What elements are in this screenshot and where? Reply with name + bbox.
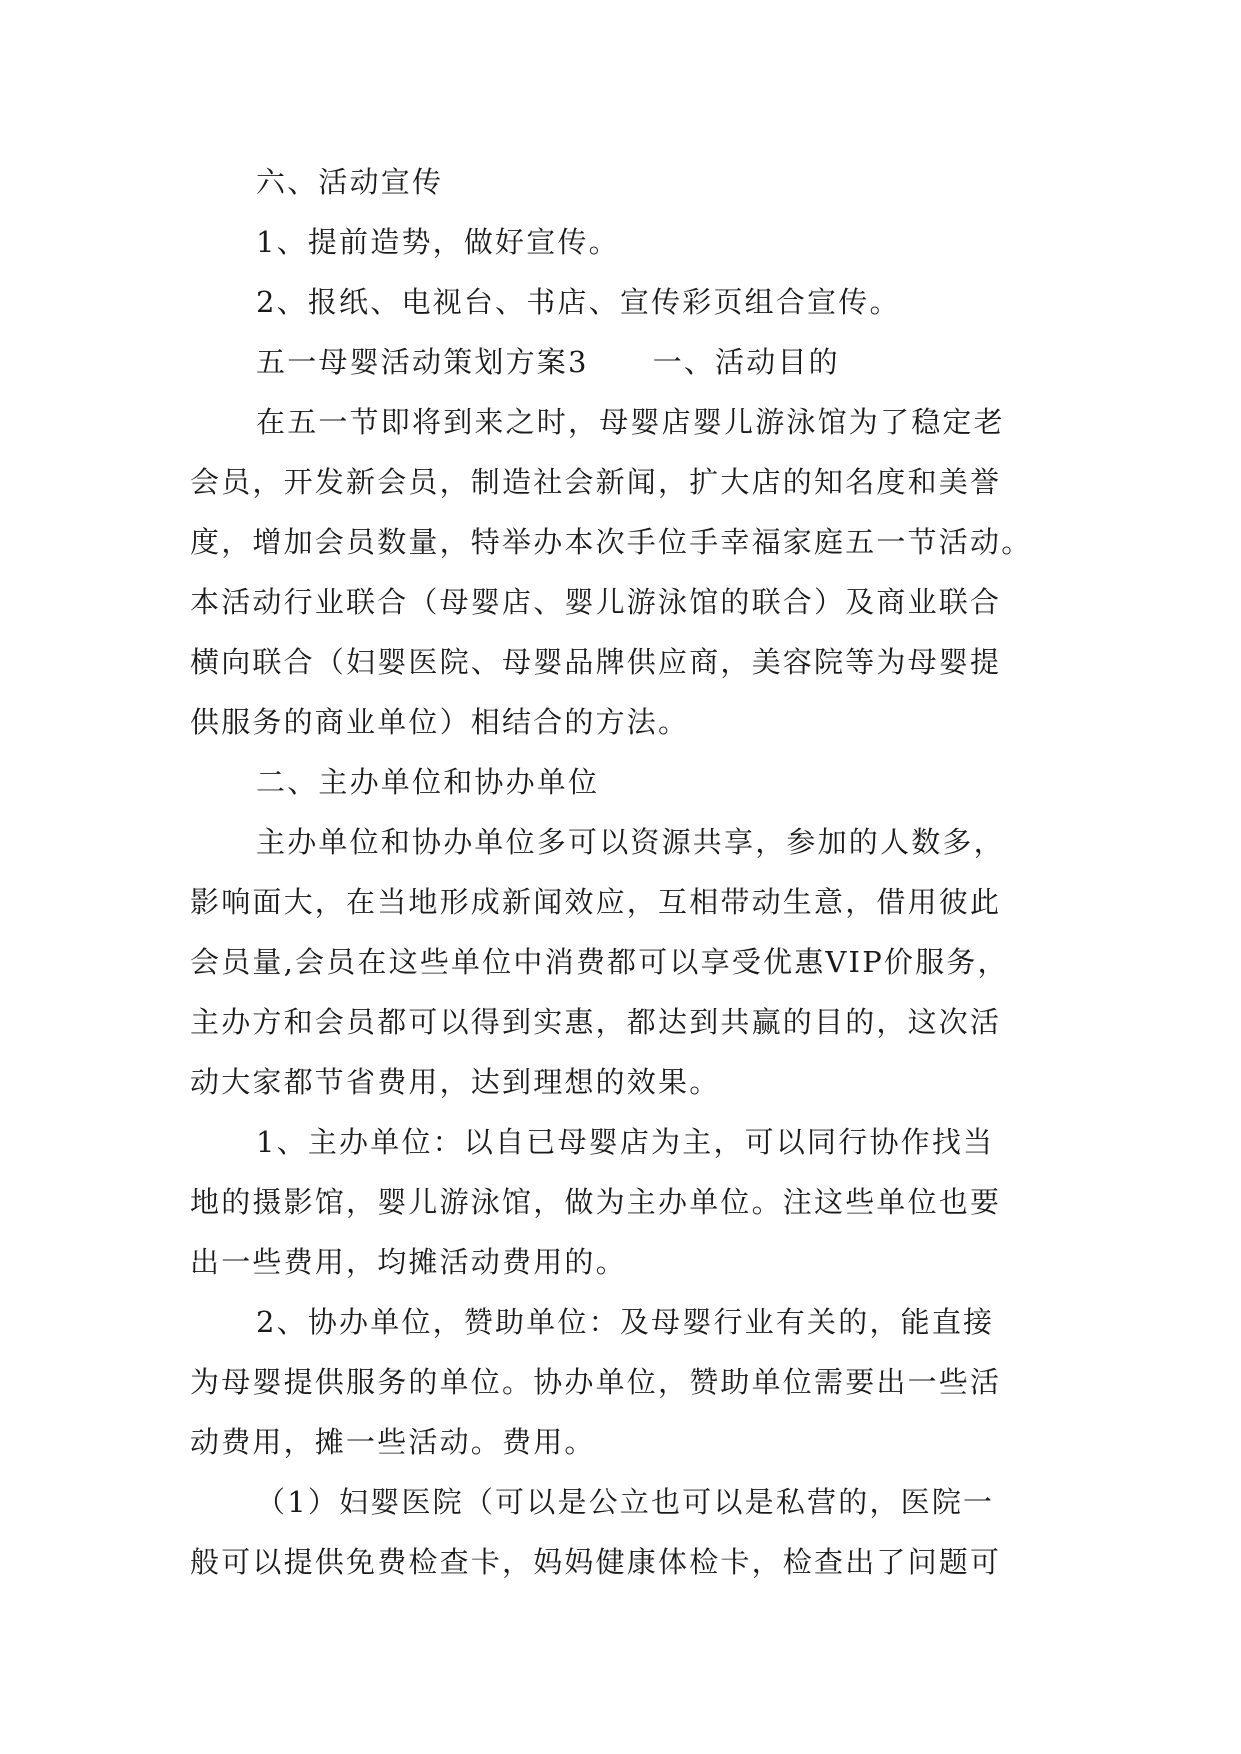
paragraph-line: 会员量,会员在这些单位中消费都可以享受优惠VIP价服务，	[190, 945, 1009, 979]
paragraph-line: 影响面大，在当地形成新闻效应，互相带动生意，借用彼此	[190, 885, 1002, 919]
paragraph-line: 供服务的商业单位）相结合的方法。	[190, 705, 690, 739]
paragraph-line: 2、协办单位，赞助单位：及母婴行业有关的，能直接	[256, 1305, 995, 1339]
section-heading: 一、活动目的	[652, 345, 840, 379]
paragraph-line: 动费用，摊一些活动。费用。	[190, 1425, 596, 1459]
section-heading: 二、主办单位和协办单位	[256, 765, 600, 799]
paragraph-line: 主办方和会员都可以得到实惠，都达到共赢的目的，这次活	[190, 1005, 1002, 1039]
plan-title-line	[190, 332, 1052, 392]
paragraph-line: 1、提前造势，做好宣传。	[256, 225, 620, 259]
paragraph-line: 动大家都节省费用，达到理想的效果。	[190, 1065, 721, 1099]
paragraph-line: 2、报纸、电视台、书店、宣传彩页组合宣传。	[256, 285, 901, 319]
paragraph-line: 会员，开发新会员，制造社会新闻，扩大店的知名度和美誉	[190, 465, 1002, 499]
paragraph-line: 本活动行业联合（母婴店、婴儿游泳馆的联合）及商业联合	[190, 585, 1002, 619]
paragraph-line: 为母婴提供服务的单位。协办单位，赞助单位需要出一些活	[190, 1365, 1002, 1399]
paragraph-line: （1）妇婴医院（可以是公立也可以是私营的，医院一	[256, 1485, 995, 1519]
paragraph-line: 横向联合（妇婴医院、母婴品牌供应商，美容院等为母婴提	[190, 645, 1002, 679]
paragraph-line: 般可以提供免费检查卡，妈妈健康体检卡，检查出了问题可	[190, 1545, 1002, 1579]
section-heading: 六、活动宣传	[256, 165, 444, 199]
document-body	[190, 152, 1052, 1592]
plan-title: 五一母婴活动策划方案3	[256, 345, 589, 379]
paragraph-line: 出一些费用，均摊活动费用的。	[190, 1245, 627, 1279]
paragraph-line: 主办单位和协办单位多可以资源共享，参加的人数多，	[256, 825, 1005, 859]
paragraph-line: 地的摄影馆，婴儿游泳馆，做为主办单位。注这些单位也要	[190, 1185, 1002, 1219]
paragraph-line: 度，增加会员数量，特举办本次手位手幸福家庭五一节活动。	[190, 525, 1033, 559]
paragraph-line: 在五一节即将到来之时，母婴店婴儿游泳馆为了稳定老	[256, 405, 1005, 439]
paragraph-line: 1、主办单位：以自已母婴店为主，可以同行协作找当	[256, 1125, 995, 1159]
